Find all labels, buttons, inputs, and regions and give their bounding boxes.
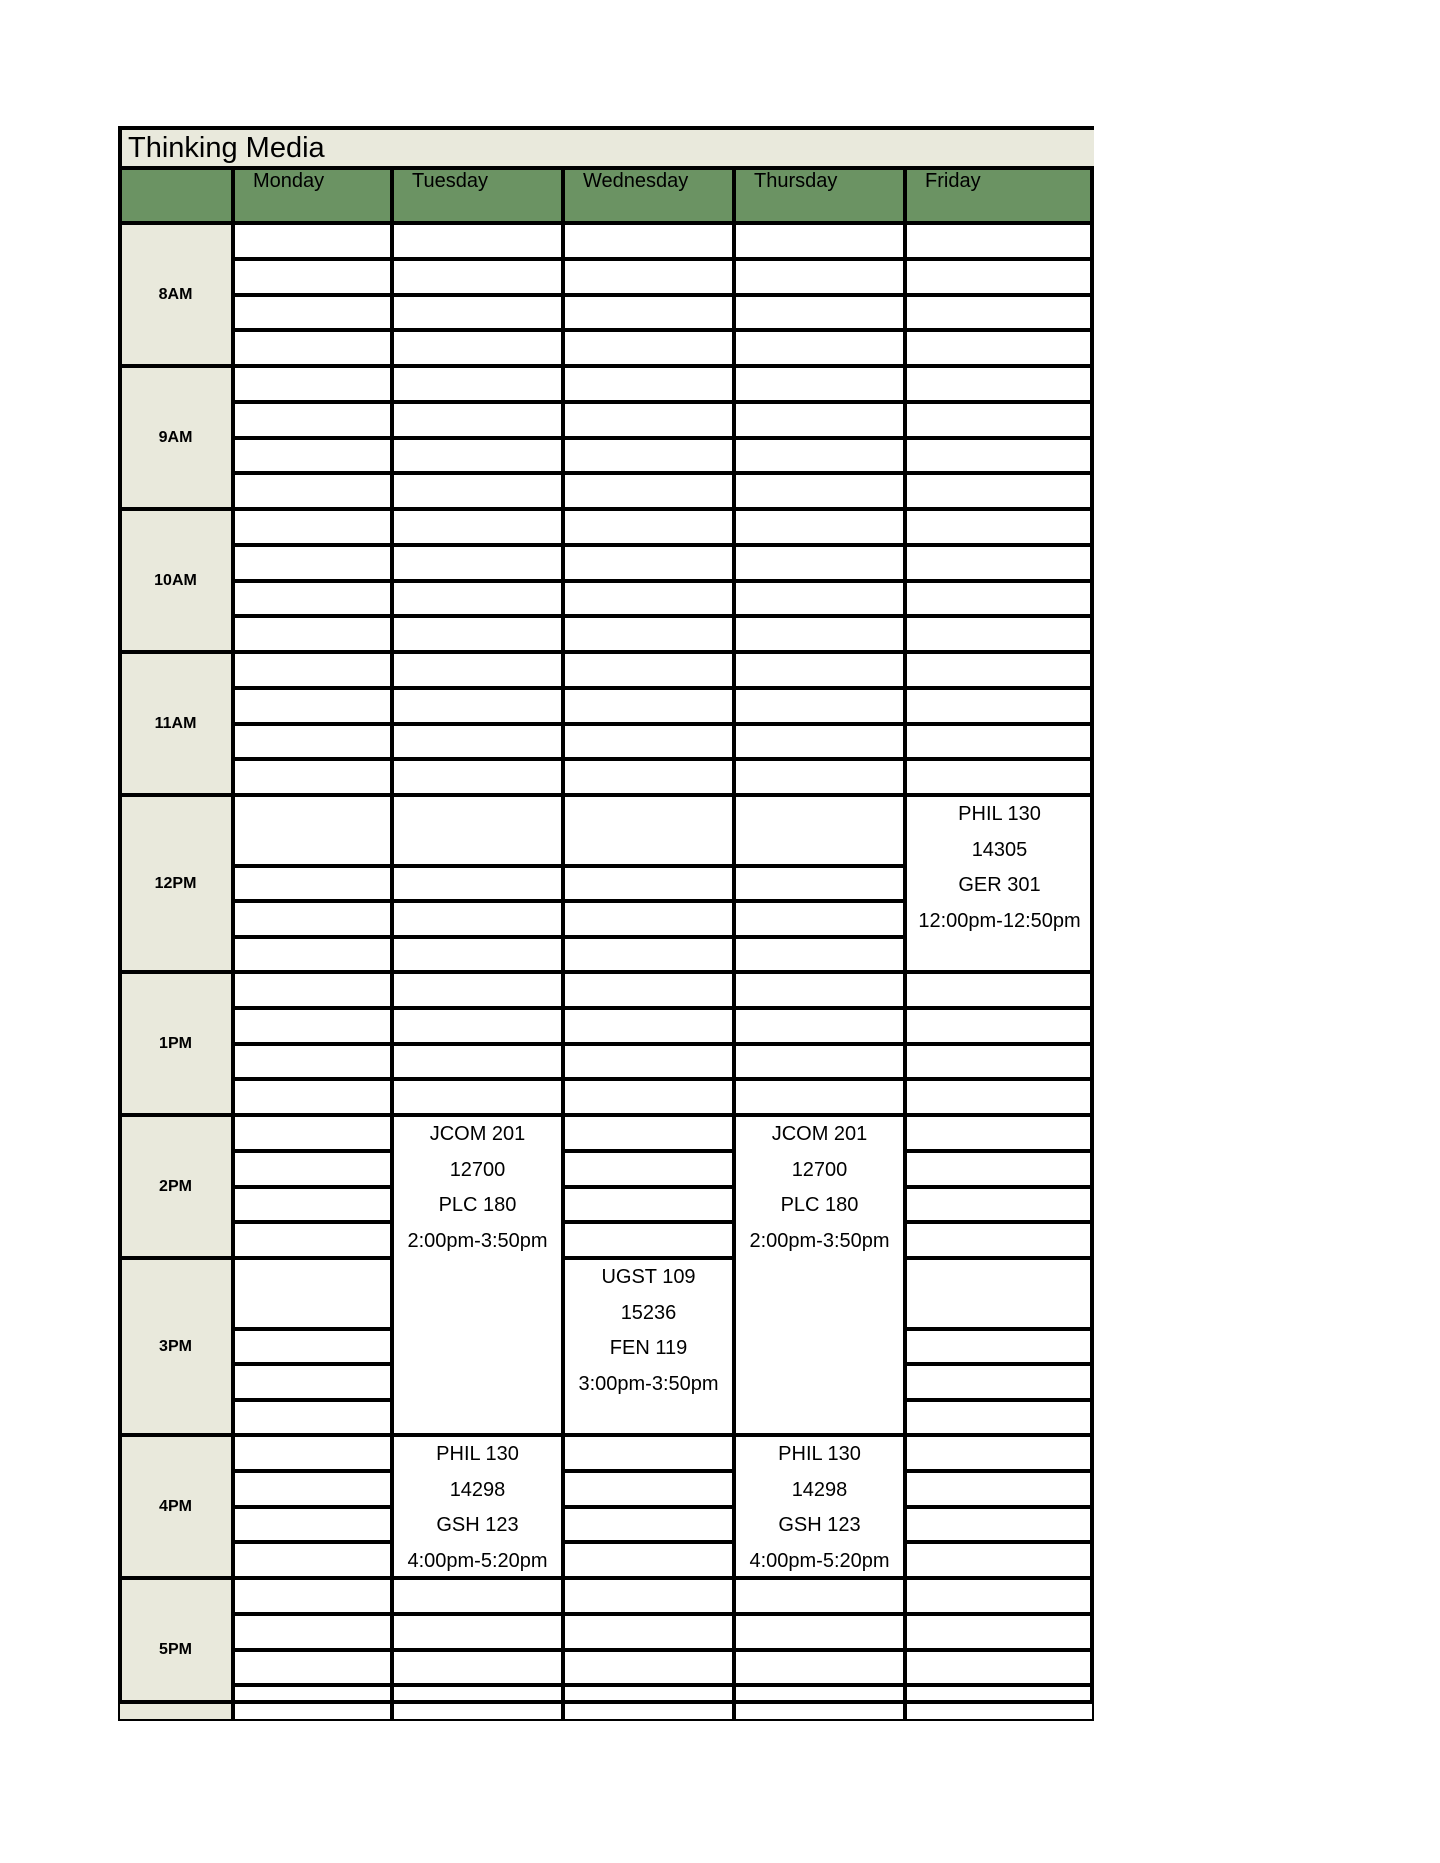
slot-cell[interactable] [563,759,734,795]
slot-cell[interactable] [905,759,1094,795]
hour-label: 9AM [118,366,233,509]
slot-cell[interactable] [233,1400,392,1435]
slot-cell[interactable] [233,438,392,474]
class-info-line: GSH 123 [436,1514,519,1536]
slot-cell[interactable] [392,545,563,581]
class-info-line: 2:00pm-3:50pm [749,1229,890,1252]
slot-cell[interactable] [905,1187,1094,1223]
slot-cell[interactable] [233,509,392,545]
slot-cell[interactable] [734,1685,905,1721]
slot-cell[interactable] [233,330,392,366]
slot-cell[interactable] [563,1542,734,1578]
slot-cell[interactable] [392,366,563,402]
slot-cell[interactable] [734,545,905,581]
slot-cell[interactable] [734,223,905,259]
hour-label: 1PM [118,972,233,1115]
slot-cell[interactable] [233,901,392,936]
class-info-line: PHIL 130 [778,1443,861,1465]
slot-cell[interactable] [905,438,1094,474]
hour-label: 11AM [118,652,233,795]
slot-cell[interactable] [734,366,905,402]
day-label: Tuesday [412,170,488,192]
slot-cell[interactable] [233,759,392,795]
class-info-line: JCOM 201 [429,1123,526,1145]
slot-cell[interactable] [905,616,1094,652]
class-info-line: PHIL 130 [436,1443,519,1465]
slot-cell[interactable] [905,223,1094,259]
slot-cell[interactable] [563,688,734,724]
slot-cell[interactable] [905,1364,1094,1399]
slot-cell[interactable] [392,1614,563,1650]
slot-cell[interactable] [563,295,734,331]
slot-cell[interactable] [734,759,905,795]
slot-cell[interactable] [563,1151,734,1187]
day-label: Friday [925,170,981,192]
slot-cell[interactable] [233,724,392,760]
slot-cell[interactable] [905,1079,1094,1115]
slot-cell[interactable] [734,438,905,474]
hour-label: 10AM [118,509,233,652]
slot-cell[interactable] [563,616,734,652]
slot-cell[interactable] [734,1008,905,1044]
slot-cell[interactable] [233,1187,392,1223]
slot-cell[interactable] [734,901,905,936]
class-block[interactable] [905,795,1094,972]
hour-label: 3PM [118,1258,233,1435]
header-friday [905,166,1094,223]
slot-cell[interactable] [563,1435,734,1471]
class-info-line: 2:00pm-3:50pm [407,1229,548,1252]
slot-cell[interactable] [734,402,905,438]
class-info-line: JCOM 201 [771,1123,868,1145]
slot-cell[interactable] [392,581,563,617]
slot-cell[interactable] [905,1258,1094,1329]
slot-cell[interactable] [563,438,734,474]
slot-cell[interactable] [392,795,563,866]
class-info-line: 12700 [791,1158,848,1181]
slot-cell[interactable] [734,724,905,760]
slot-cell[interactable] [233,652,392,688]
slot-cell[interactable] [563,1187,734,1223]
slot-cell[interactable] [563,1507,734,1543]
header-thursday [734,166,905,223]
slot-cell[interactable] [905,652,1094,688]
class-info-line: GER 301 [958,874,1041,896]
slot-cell[interactable] [905,545,1094,581]
slot-cell[interactable] [905,1614,1094,1650]
slot-cell[interactable] [905,581,1094,617]
slot-cell[interactable] [905,473,1094,509]
slot-cell[interactable] [734,473,905,509]
slot-cell[interactable] [734,509,905,545]
slot-cell[interactable] [905,402,1094,438]
slot-cell[interactable] [563,223,734,259]
slot-cell[interactable] [734,259,905,295]
slot-cell[interactable] [233,1364,392,1399]
class-info-line: 3:00pm-3:50pm [578,1372,719,1395]
slot-cell[interactable] [563,1008,734,1044]
slot-cell[interactable] [734,616,905,652]
slot-cell[interactable] [563,1222,734,1258]
slot-cell[interactable] [905,724,1094,760]
class-info-line: 14298 [449,1478,506,1501]
slot-cell[interactable] [392,688,563,724]
slot-cell[interactable] [563,972,734,1008]
slot-cell[interactable] [905,259,1094,295]
slot-cell[interactable] [905,1578,1094,1614]
slot-cell[interactable] [392,1578,563,1614]
slot-cell[interactable] [734,1079,905,1115]
slot-cell[interactable] [233,545,392,581]
slot-cell[interactable] [905,688,1094,724]
slot-cell[interactable] [563,1044,734,1080]
slot-cell[interactable] [233,1222,392,1258]
day-label: Wednesday [583,170,689,192]
slot-cell[interactable] [563,545,734,581]
slot-cell[interactable] [734,652,905,688]
slot-cell[interactable] [905,509,1094,545]
slot-cell[interactable] [734,1614,905,1650]
slot-cell[interactable] [233,1578,392,1614]
slot-cell[interactable] [563,402,734,438]
slot-cell[interactable] [905,1115,1094,1151]
slot-cell[interactable] [392,972,563,1008]
slot-cell[interactable] [905,1507,1094,1543]
slot-cell[interactable] [392,937,563,972]
slot-cell[interactable] [563,724,734,760]
slot-cell[interactable] [233,1258,392,1329]
slot-cell[interactable] [233,1685,392,1721]
hour-label: 4PM [118,1435,233,1578]
hour-label: 12PM [118,795,233,972]
slot-cell[interactable] [233,1008,392,1044]
slot-cell[interactable] [392,473,563,509]
slot-cell[interactable] [233,295,392,331]
slot-cell[interactable] [563,473,734,509]
slot-cell[interactable] [905,330,1094,366]
slot-cell[interactable] [233,1471,392,1507]
slot-cell[interactable] [392,1685,563,1721]
slot-cell[interactable] [392,866,563,901]
class-block[interactable] [392,1435,563,1578]
slot-cell[interactable] [905,1044,1094,1080]
slot-cell[interactable] [563,366,734,402]
class-block[interactable] [734,1435,905,1578]
slot-cell[interactable] [563,1471,734,1507]
slot-cell[interactable] [905,295,1094,331]
hour-label: 8AM [118,223,233,366]
slot-cell[interactable] [233,795,392,866]
slot-cell[interactable] [233,223,392,259]
class-info-line: PLC 180 [780,1194,859,1216]
slot-cell[interactable] [905,1542,1094,1578]
slot-cell[interactable] [734,295,905,331]
slot-cell[interactable] [392,759,563,795]
slot-cell[interactable] [233,1614,392,1650]
slot-cell[interactable] [392,259,563,295]
slot-cell[interactable] [233,616,392,652]
class-info-line: 14298 [791,1478,848,1501]
slot-cell[interactable] [563,259,734,295]
slot-cell[interactable] [392,402,563,438]
class-block[interactable] [734,1115,905,1435]
slot-cell[interactable] [392,438,563,474]
slot-cell[interactable] [905,1650,1094,1686]
header-wednesday [563,166,734,223]
slot-cell[interactable] [905,1151,1094,1187]
slot-cell[interactable] [233,473,392,509]
slot-cell[interactable] [563,901,734,936]
day-label: Thursday [754,170,838,192]
slot-cell[interactable] [734,1578,905,1614]
class-info-line: 14305 [971,838,1028,861]
slot-cell[interactable] [734,330,905,366]
slot-cell[interactable] [905,1222,1094,1258]
slot-cell[interactable] [233,581,392,617]
slot-cell[interactable] [392,1008,563,1044]
slot-cell[interactable] [233,972,392,1008]
class-info-line: 15236 [620,1301,677,1324]
slot-cell[interactable] [734,688,905,724]
slot-cell[interactable] [905,1471,1094,1507]
slot-cell[interactable] [233,1650,392,1686]
slot-cell[interactable] [905,1329,1094,1364]
slot-cell[interactable] [563,795,734,866]
slot-cell[interactable] [905,972,1094,1008]
slot-cell[interactable] [905,366,1094,402]
slot-cell[interactable] [734,581,905,617]
slot-cell[interactable] [392,901,563,936]
class-info-line: PLC 180 [438,1194,517,1216]
class-block[interactable] [392,1115,563,1435]
slot-cell[interactable] [233,1329,392,1364]
slot-cell[interactable] [563,581,734,617]
slot-cell[interactable] [233,937,392,972]
slot-cell[interactable] [233,259,392,295]
class-info-line: 4:00pm-5:20pm [407,1549,548,1572]
slot-cell[interactable] [905,1435,1094,1471]
hour-label: 2PM [118,1115,233,1258]
slot-cell[interactable] [233,402,392,438]
slot-cell[interactable] [734,937,905,972]
slot-cell[interactable] [563,652,734,688]
slot-cell[interactable] [563,937,734,972]
slot-cell[interactable] [563,1578,734,1614]
slot-cell[interactable] [563,1685,734,1721]
slot-cell[interactable] [905,1400,1094,1435]
header-corner [118,166,233,223]
class-block[interactable] [563,1258,734,1435]
header-tuesday [392,166,563,223]
slot-cell[interactable] [563,1614,734,1650]
title-bar [118,126,1094,166]
slot-cell[interactable] [233,1115,392,1151]
header-monday [233,166,392,223]
slot-cell[interactable] [563,509,734,545]
slot-cell[interactable] [233,1507,392,1543]
slot-cell[interactable] [392,1044,563,1080]
slot-cell[interactable] [563,330,734,366]
slot-cell[interactable] [392,724,563,760]
slot-cell[interactable] [734,1650,905,1686]
hour-label: 5PM [118,1578,233,1721]
class-info-line: FEN 119 [609,1337,688,1359]
slot-cell[interactable] [734,972,905,1008]
slot-cell[interactable] [233,688,392,724]
slot-cell[interactable] [734,795,905,866]
slot-cell[interactable] [563,1115,734,1151]
slot-cell[interactable] [392,652,563,688]
slot-cell[interactable] [734,866,905,901]
slot-cell[interactable] [392,295,563,331]
slot-cell[interactable] [233,366,392,402]
slot-cell[interactable] [233,1435,392,1471]
class-info-line: PHIL 130 [958,803,1041,825]
slot-cell[interactable] [392,1079,563,1115]
schedule-title: Thinking Media [128,132,325,164]
slot-cell[interactable] [563,866,734,901]
slot-cell[interactable] [392,1650,563,1686]
slot-cell[interactable] [233,1079,392,1115]
slot-cell[interactable] [233,1542,392,1578]
class-info-line: UGST 109 [601,1266,696,1288]
slot-cell[interactable] [233,866,392,901]
slot-cell[interactable] [905,1685,1094,1721]
slot-cell[interactable] [563,1079,734,1115]
class-info-line: 4:00pm-5:20pm [749,1549,890,1572]
class-info-line: 12700 [449,1158,506,1181]
slot-cell[interactable] [905,1008,1094,1044]
slot-cell[interactable] [233,1044,392,1080]
slot-cell[interactable] [734,1044,905,1080]
slot-cell[interactable] [392,223,563,259]
slot-cell[interactable] [392,616,563,652]
slot-cell[interactable] [392,509,563,545]
slot-cell[interactable] [233,1151,392,1187]
class-info-line: 12:00pm-12:50pm [918,909,1081,932]
slot-cell[interactable] [392,330,563,366]
day-label: Monday [253,170,325,192]
class-info-line: GSH 123 [778,1514,861,1536]
slot-cell[interactable] [563,1650,734,1686]
